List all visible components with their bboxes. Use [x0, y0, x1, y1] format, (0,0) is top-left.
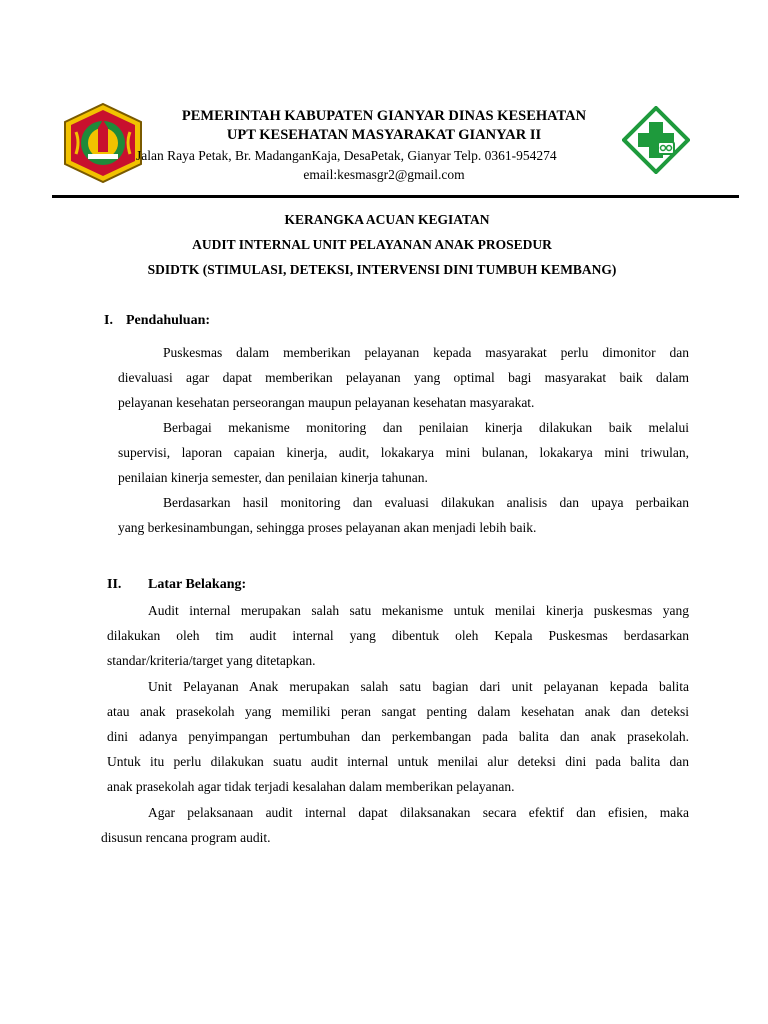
paragraph-line: dievaluasi agar dapat memberikan pelayanan yang optimal bagi masyarakat baik dalam — [118, 370, 689, 385]
letterhead-address: Jalan Raya Petak, Br. MadanganKaja, DesaPetak, Gianyar Telp. 0361-954274 — [136, 148, 557, 163]
document-subtitle-1: AUDIT INTERNAL UNIT PELAYANAN ANAK PROSEDUR — [192, 237, 552, 252]
section-number: I. — [104, 313, 113, 328]
letterhead-email: email:kesmasgr2@gmail.com — [303, 167, 465, 182]
paragraph-line: atau anak prasekolah yang memiliki peran sangat penting dalam kesehatan anak dan deteksi — [107, 704, 689, 719]
paragraph-line: dini adanya penyimpangan pertumbuhan dan perkembangan pada balita dan anak prasekolah. — [107, 729, 689, 744]
section-label: Pendahuluan: — [126, 313, 211, 328]
paragraph-line: anak prasekolah agar tidak terjadi kesalahan dalam memberikan pelayanan. — [107, 779, 515, 794]
paragraph-line: supervisi, laporan capaian kinerja, audit, lokakarya mini bulanan, lokakarya mini triwulan, — [118, 445, 689, 460]
section-label: Latar Belakang: — [148, 577, 247, 592]
paragraph-line: standar/kriteria/target yang ditetapkan. — [107, 653, 316, 668]
paragraph-line: Agar pelaksanaan audit internal dapat dilaksanakan secara efektif dan efisien, maka — [148, 805, 689, 820]
letterhead-government-line: PEMERINTAH KABUPATEN GIANYAR DINAS KESEHATAN — [181, 108, 587, 124]
document-title: KERANGKA ACUAN KEGIATAN — [284, 212, 490, 227]
section-number: II. — [107, 577, 122, 592]
paragraph-line: Audit internal merupakan salah satu mekanisme untuk menilai kinerja puskesmas yang — [148, 603, 689, 618]
paragraph-line: pelayanan kesehatan perseorangan maupun pelayanan kesehatan masyarakat. — [118, 395, 535, 410]
letterhead-divider — [52, 195, 739, 198]
paragraph-line: Berbagai mekanisme monitoring dan penilaian kinerja dilakukan baik melalui — [163, 420, 689, 435]
paragraph-line: disusun rencana program audit. — [101, 830, 271, 845]
paragraph-line: penilaian kinerja semester, dan penilaian kinerja tahunan. — [118, 470, 428, 485]
paragraph-line: Unit Pelayanan Anak merupakan salah satu bagian dari unit pelayanan kepada balita — [148, 679, 689, 694]
paragraph-line: Berdasarkan hasil monitoring dan evaluasi dilakukan analisis dan upaya perbaikan — [163, 495, 689, 510]
letterhead-unit-line: UPT KESEHATAN MASYARAKAT GIANYAR II — [226, 127, 542, 143]
paragraph-line: yang berkesinambungan, sehingga proses pelayanan akan menjadi lebih baik. — [118, 520, 537, 535]
paragraph-line: Untuk itu perlu dilakukan suatu audit internal untuk menilai alur deteksi dini pada balita dan — [107, 754, 689, 769]
document-subtitle-2: SDIDTK (STIMULASI, DETEKSI, INTERVENSI DINI TUMBUH KEMBANG) — [147, 262, 617, 277]
paragraph-line: dilakukan oleh tim audit internal yang dibentuk oleh Kepala Puskesmas berdasarkan — [107, 628, 689, 643]
paragraph-line: Puskesmas dalam memberikan pelayanan kepada masyarakat perlu dimonitor dan — [163, 345, 689, 360]
